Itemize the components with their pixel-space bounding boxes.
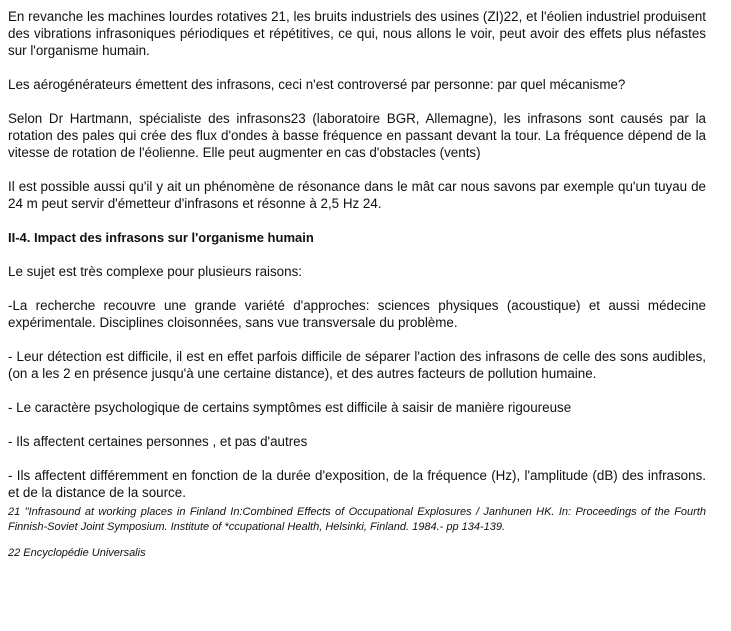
section-heading: II-4. Impact des infrasons sur l'organisme humain [8, 230, 314, 245]
paragraph-certain-persons: - Ils affectent certaines personnes , et pas d'autres [8, 434, 308, 449]
paragraph-complex-subject: Le sujet est très complexe pour plusieurs raisons: [8, 264, 302, 279]
footnote-21: 21 "Infrasound at working places in Finland In:Combined Effects of Occupational Explosures / Janhunen HK. In: Proceedings of the Fourth Finnish-Soviet Joint Symposium. Institute of *ccupational Health, Helsinki, Finland. 1984.- pp 134-139. [8, 506, 706, 533]
paragraph-resonance: Il est possible aussi qu'il y ait un phénomène de résonance dans le mât car nous savons par exemple qu'un tuyau de 24 m peut servir d'émetteur d'infrasons et résonne à 2,5 Hz 24. [8, 179, 706, 211]
paragraph-hartmann: Selon Dr Hartmann, spécialiste des infrasons23 (laboratoire BGR, Allemagne), les infrasons sont causés par la rotation des pales qui crée des flux d'ondes à basse fréquence en passant devant la tour. La fréquence dépend de la vitesse de rotation de l'éolienne. Elle peut augmenter en cas d'obstacles (vents) [8, 111, 706, 160]
document-page [8, 8, 706, 561]
paragraph-wind-turbines-infrasound: Les aérogénérateurs émettent des infrasons, ceci n'est controversé par personne: par quel mécanisme? [8, 77, 626, 92]
footnote-22: 22 Encyclopédie Universalis [8, 547, 146, 559]
paragraph-research-approaches: -La recherche recouvre une grande variété d'approches: sciences physiques (acoustique) et aussi médecine expérimentale. Disciplines cloisonnées, sans vue transversale du problème. [8, 298, 706, 330]
paragraph-heavy-machines: En revanche les machines lourdes rotatives 21, les bruits industriels des usines (ZI)22, et l'éolien industriel produisent des vibrations infrasoniques périodiques et répétitives, ce qui, nous allons le voir, peut avoir des effets plus néfastes sur l'organisme humain. [8, 9, 706, 58]
paragraph-psychological: - Le caractère psychologique de certains symptômes est difficile à saisir de manière rigoureuse [8, 400, 572, 415]
footnotes [8, 505, 706, 561]
paragraph-detection: - Leur détection est difficile, il est en effet parfois difficile de séparer l'action des infrasons de celle des sons audibles, (on a les 2 en présence jusqu'à une certaine distance), et des autres facteurs de pollution humaine. [8, 349, 706, 381]
paragraph-exposure: - Ils affectent différemment en fonction de la durée d'exposition, de la fréquence (Hz), l'amplitude (dB) des infrasons. et de la distance de la source. [8, 468, 706, 500]
